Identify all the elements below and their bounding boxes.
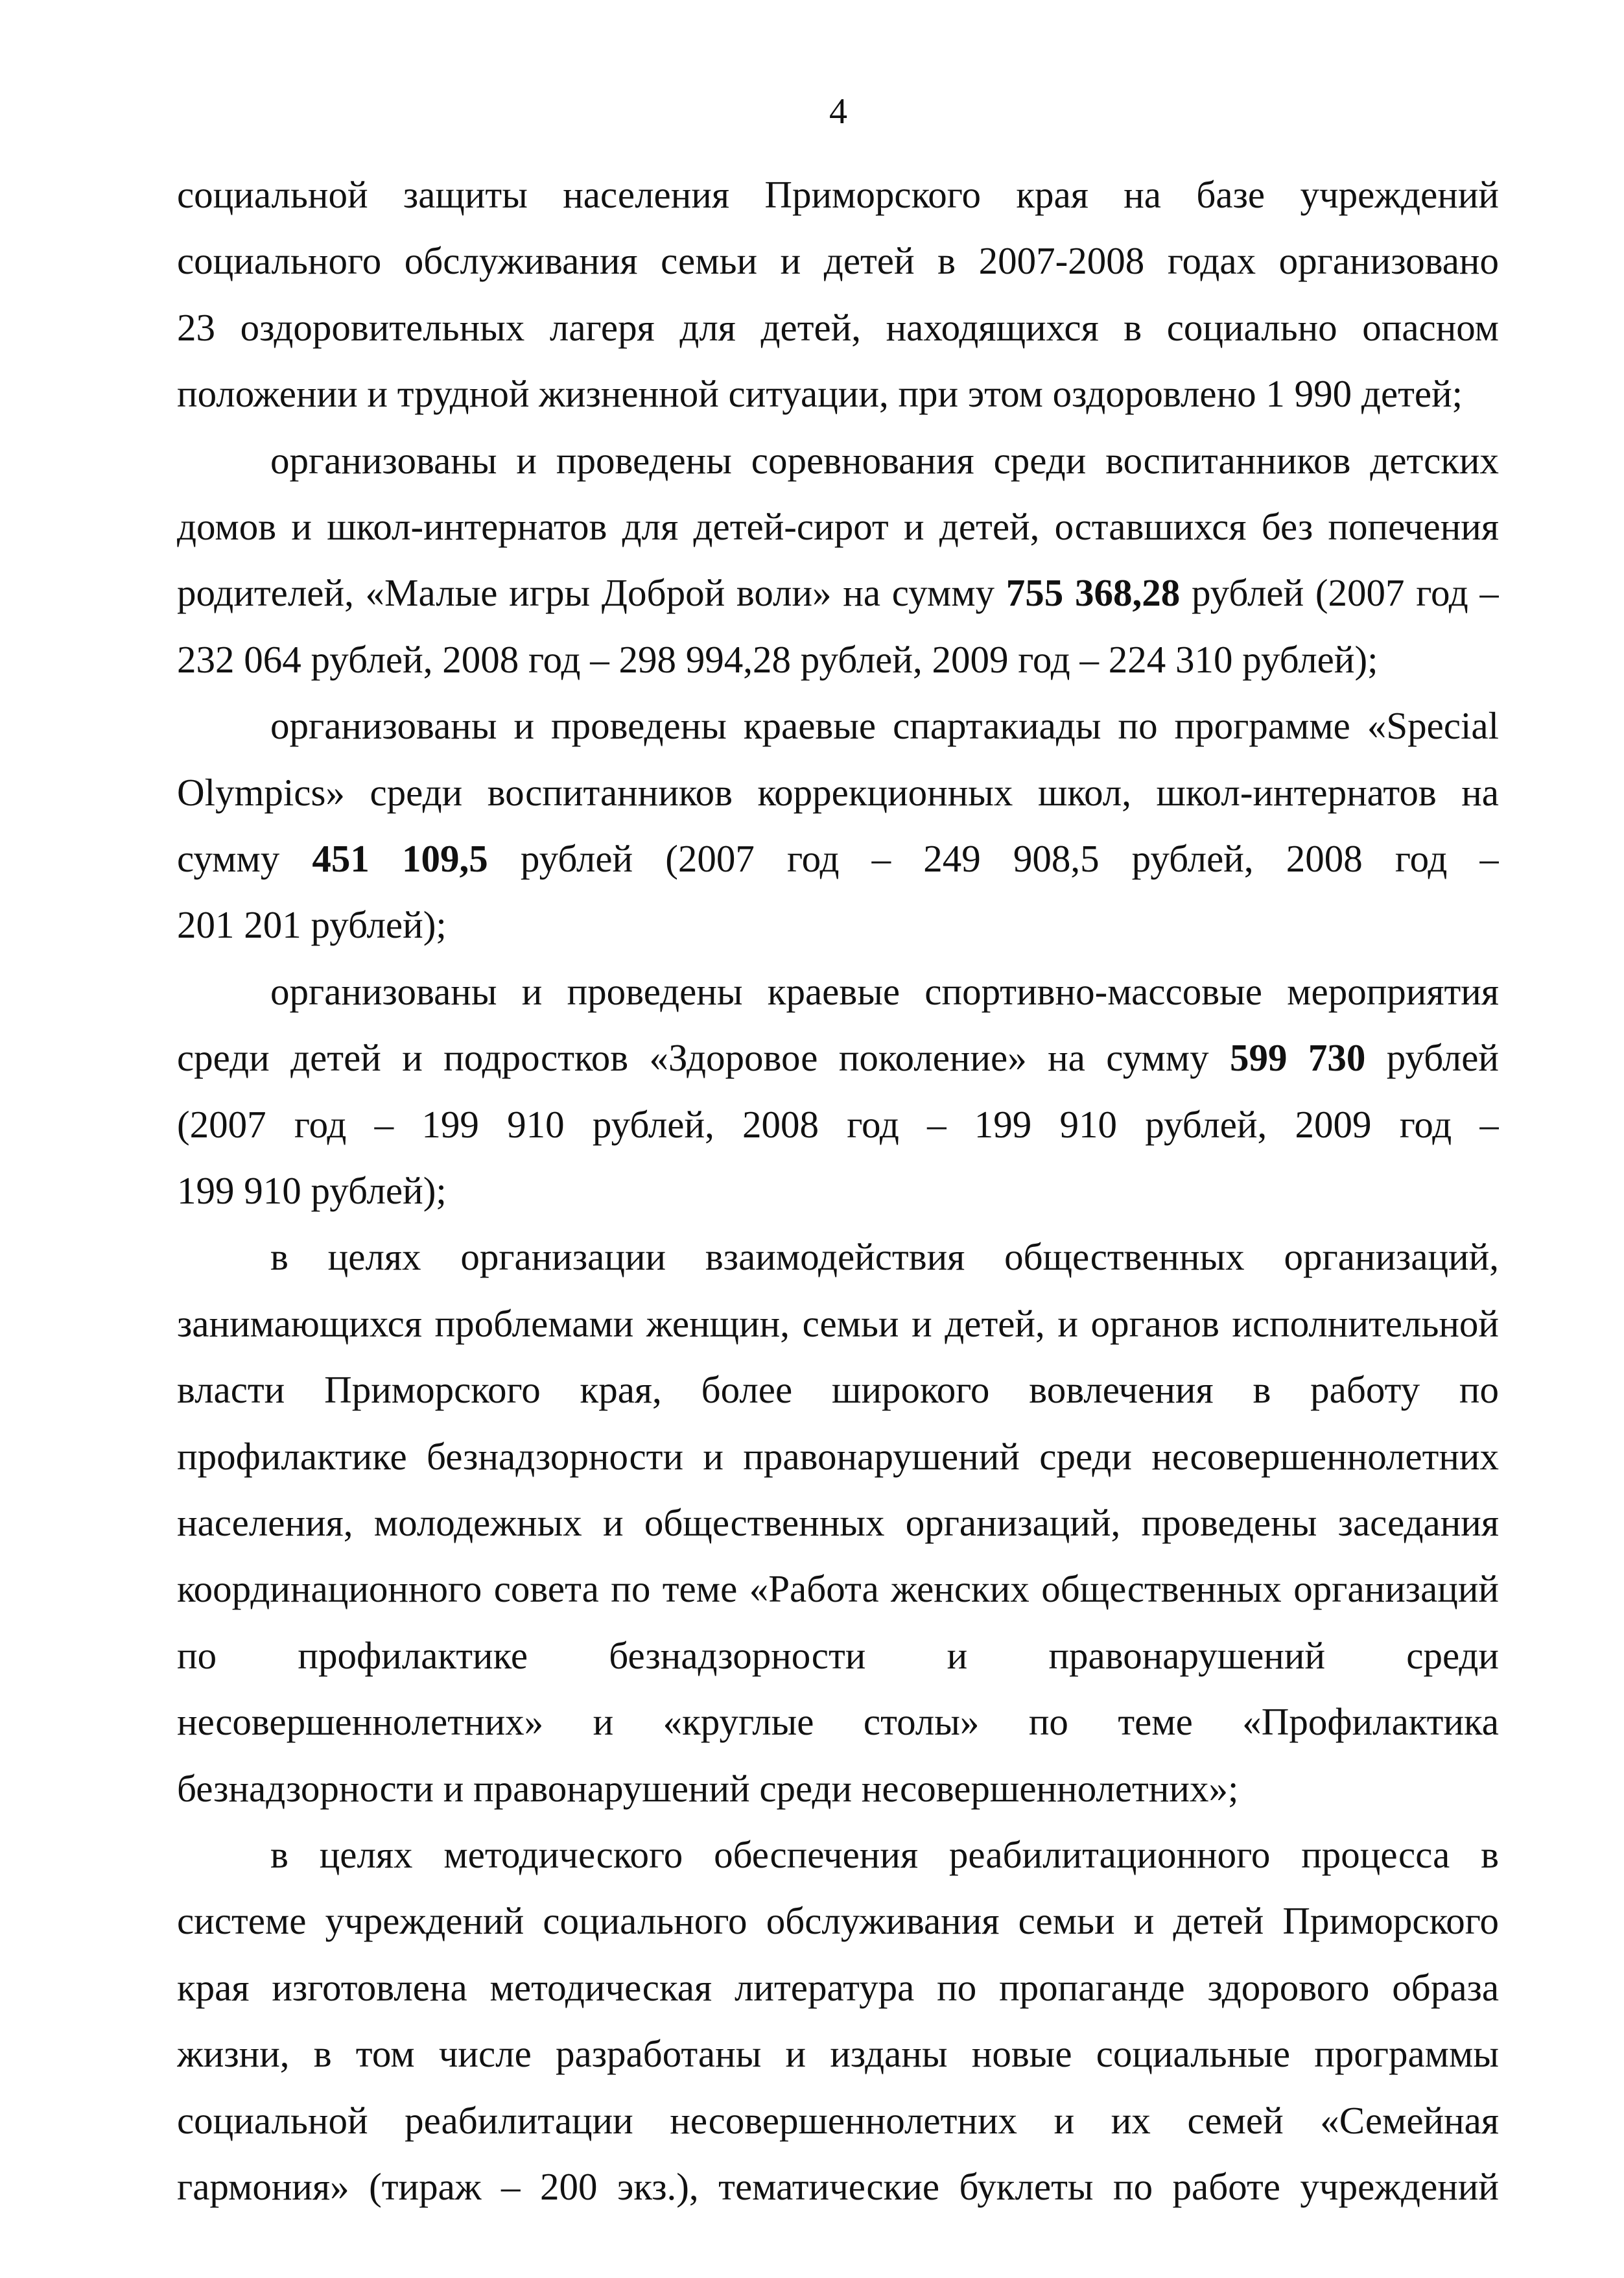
text-line: положении и трудной жизненной ситуации, при этом оздоровлено 1 990 детей; [177,372,1463,416]
text-line [177,1025,1499,1091]
text-line: Olympics» среди воспитанников коррекционных школ, школ-интернатов на [177,770,1499,814]
text-line: системе учреждений социального обслуживания семьи и детей Приморского [177,1899,1499,1943]
text-line: власти Приморского края, более широкого вовлечения в работу по [177,1368,1499,1412]
text-line: 199 910 рублей); [177,1169,447,1212]
bold-amount: 599 730 [1230,1036,1366,1080]
text-line: в целях методического обеспечения реабилитационного процесса в [270,1833,1499,1876]
bold-amount: 451 109,5 [312,837,488,880]
text-line: (2007 год – 199 910 рублей, 2008 год – 199 910 рублей, 2009 год – [177,1102,1499,1146]
text-line: по профилактике безнадзорности и правонарушений среди [177,1633,1499,1677]
text-line: занимающихся проблемами женщин, семьи и детей, и органов исполнительной [177,1301,1499,1345]
text-line: края изготовлена методическая литература по пропаганде здорового образа [177,1965,1499,2009]
text-line: населения, молодежных и общественных организаций, проведены заседания [177,1501,1499,1544]
text-line: в целях организации взаимодействия общественных организаций, [270,1235,1499,1279]
bold-amount: 755 368,28 [1006,571,1181,615]
page-number: 4 [829,91,847,132]
text-segment: рублей [1365,1036,1499,1080]
text-segment: рублей (2007 год – [1180,571,1499,615]
text-line [177,825,1499,892]
text-line: несовершеннолетних» и «круглые столы» по теме «Профилактика [177,1700,1499,1744]
text-line: жизни, в том числе разработаны и изданы новые социальные программы [177,2032,1499,2076]
text-segment: родителей, «Малые игры Доброй воли» на сумму [177,571,1006,615]
text-line: организованы и проведены соревнования среди воспитанников детских [270,438,1499,482]
text-line: 201 201 рублей); [177,903,447,947]
text-line: домов и школ-интернатов для детей-сирот и детей, оставшихся без попечения [177,505,1499,548]
text-line: организованы и проведены краевые спортивно-массовые мероприятия [270,969,1499,1013]
text-segment: рублей (2007 год – 249 908,5 рублей, 2008 год – [488,837,1499,880]
text-segment: сумму [177,837,312,880]
text-line: гармония» (тираж – 200 экз.), тематические буклеты по работе учреждений [177,2165,1499,2208]
text-line: социальной реабилитации несовершеннолетних и их семей «Семейная [177,2098,1499,2142]
text-line: 232 064 рублей, 2008 год – 298 994,28 рублей, 2009 год – 224 310 рублей); [177,637,1378,681]
text-line: координационного совета по теме «Работа женских общественных организаций [177,1567,1499,1611]
text-line: 23 оздоровительных лагеря для детей, находящихся в социально опасном [177,305,1499,349]
text-line: организованы и проведены краевые спартакиады по программе «Special [270,704,1499,748]
text-line: профилактике безнадзорности и правонарушений среди несовершеннолетних [177,1434,1499,1478]
text-line [177,560,1499,626]
text-line: социальной защиты населения Приморского края на базе учреждений [177,173,1499,216]
text-segment: среди детей и подростков «Здоровое поколение» на сумму [177,1036,1230,1080]
text-line: безнадзорности и правонарушений среди несовершеннолетних»; [177,1766,1239,1810]
text-line: социального обслуживания семьи и детей в 2007-2008 годах организовано [177,239,1499,283]
